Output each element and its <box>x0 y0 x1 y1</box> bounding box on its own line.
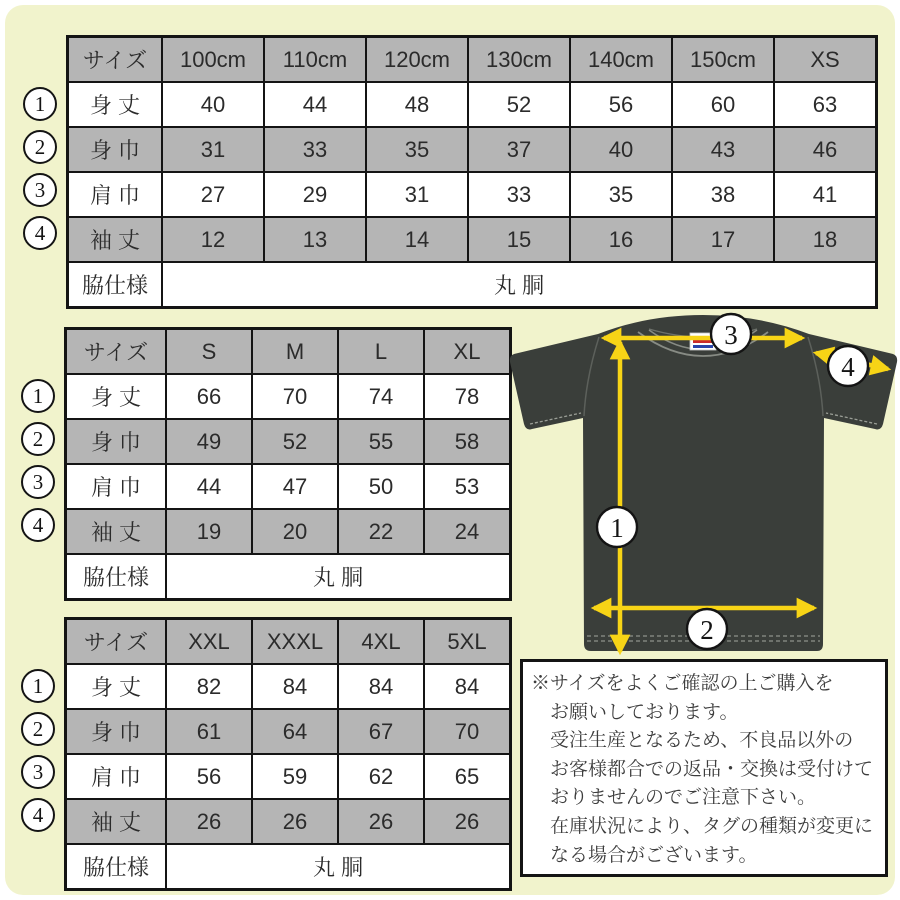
measurement-value: 74 <box>338 374 424 419</box>
size-header-cell: L <box>338 329 424 375</box>
measurement-value: 27 <box>162 172 264 217</box>
diagram-marker-sleeve-length <box>828 346 868 386</box>
measurement-value: 22 <box>338 509 424 554</box>
measurement-row <box>66 709 511 754</box>
measurement-value: 44 <box>166 464 252 509</box>
note-line: おりませんのでご注意下さい。 <box>550 787 817 809</box>
measurement-value: 29 <box>264 172 366 217</box>
purchase-note <box>520 659 888 877</box>
tshirt-measurement-diagram <box>504 308 900 664</box>
measurement-value: 44 <box>264 82 366 127</box>
side-spec-row <box>68 262 877 308</box>
measurement-value: 17 <box>672 217 774 262</box>
measurement-value: 24 <box>424 509 511 554</box>
measurement-label: 身 丈 <box>66 374 167 419</box>
size-column-title: サイズ <box>68 37 163 83</box>
measurement-row <box>68 82 877 127</box>
measurement-value: 14 <box>366 217 468 262</box>
measurement-value: 70 <box>424 709 511 754</box>
note-line: ※サイズをよくご確認の上ご購入を <box>531 673 834 694</box>
size-column-title: サイズ <box>66 619 167 665</box>
size-table-kids-xs-container <box>20 35 878 309</box>
measurement-label: 袖 丈 <box>68 217 163 262</box>
measurement-value: 47 <box>252 464 338 509</box>
measurement-value: 15 <box>468 217 570 262</box>
measurement-value: 31 <box>162 127 264 172</box>
size-table-xxl-5xl-container <box>18 617 512 891</box>
diagram-marker-body-length <box>597 507 637 547</box>
note-line: なる場合がございます。 <box>550 844 758 866</box>
size-header-cell: 140cm <box>570 37 672 83</box>
measurement-value: 70 <box>252 374 338 419</box>
measurement-value: 12 <box>162 217 264 262</box>
size-header-cell: M <box>252 329 338 375</box>
size-header-cell: 120cm <box>366 37 468 83</box>
measurement-value: 26 <box>424 799 511 844</box>
measurement-value: 84 <box>252 664 338 709</box>
row-number-badge: 3 <box>23 173 57 207</box>
size-header-cell: XS <box>774 37 877 83</box>
measurement-value: 65 <box>424 754 511 799</box>
measurement-value: 62 <box>338 754 424 799</box>
measurement-value: 13 <box>264 217 366 262</box>
size-header-cell: 150cm <box>672 37 774 83</box>
measurement-value: 26 <box>166 799 252 844</box>
measurement-row <box>66 419 511 464</box>
measurement-label: 肩 巾 <box>68 172 163 217</box>
row-number-badge: 1 <box>21 669 55 703</box>
measurement-value: 78 <box>424 374 511 419</box>
measurement-row <box>66 799 511 844</box>
size-header-cell: 110cm <box>264 37 366 83</box>
measurement-value: 33 <box>264 127 366 172</box>
note-line: お客様都合での返品・交換は受付けて <box>550 758 874 780</box>
measurement-row <box>68 172 877 217</box>
note-line: 受注生産となるため、不良品以外の <box>550 730 854 752</box>
measurement-value: 41 <box>774 172 877 217</box>
side-spec-row <box>66 844 511 890</box>
note-line: 在庫状況により、タグの種類が変更に <box>550 815 874 837</box>
measurement-value: 63 <box>774 82 877 127</box>
svg-text:2: 2 <box>700 615 714 645</box>
row-number-badge: 2 <box>21 712 55 746</box>
measurement-value: 35 <box>570 172 672 217</box>
measurement-label: 身 丈 <box>66 664 167 709</box>
size-column-title: サイズ <box>66 329 167 375</box>
measurement-value: 61 <box>166 709 252 754</box>
row-number-badge: 2 <box>23 130 57 164</box>
measurement-row <box>66 374 511 419</box>
side-spec-value: 丸 胴 <box>166 844 511 890</box>
measurement-row <box>66 509 511 554</box>
side-spec-label: 脇仕様 <box>66 844 167 890</box>
measurement-row <box>66 664 511 709</box>
measurement-value: 50 <box>338 464 424 509</box>
size-header-cell: 4XL <box>338 619 424 665</box>
measurement-value: 18 <box>774 217 877 262</box>
measurement-value: 40 <box>570 127 672 172</box>
size-header-cell: S <box>166 329 252 375</box>
row-number-badge: 2 <box>21 422 55 456</box>
measurement-value: 67 <box>338 709 424 754</box>
measurement-value: 58 <box>424 419 511 464</box>
measurement-row <box>66 464 511 509</box>
side-spec-row <box>66 554 511 600</box>
row-number-badge: 4 <box>23 216 57 250</box>
measurement-label: 肩 巾 <box>66 464 167 509</box>
row-number-badge: 3 <box>21 465 55 499</box>
measurement-value: 82 <box>166 664 252 709</box>
diagram-marker-body-width <box>687 609 727 649</box>
measurement-value: 49 <box>166 419 252 464</box>
measurement-label: 袖 丈 <box>66 799 167 844</box>
measurement-value: 55 <box>338 419 424 464</box>
size-header-cell: XXXL <box>252 619 338 665</box>
measurement-value: 26 <box>252 799 338 844</box>
side-spec-value: 丸 胴 <box>166 554 511 600</box>
measurement-value: 35 <box>366 127 468 172</box>
measurement-value: 59 <box>252 754 338 799</box>
measurement-value: 40 <box>162 82 264 127</box>
row-number-badge: 4 <box>21 508 55 542</box>
svg-text:3: 3 <box>724 320 738 350</box>
size-table-kids-xs <box>66 35 878 309</box>
measurement-row <box>66 754 511 799</box>
size-header-cell: 5XL <box>424 619 511 665</box>
measurement-value: 38 <box>672 172 774 217</box>
size-header-cell: 130cm <box>468 37 570 83</box>
measurement-value: 26 <box>338 799 424 844</box>
note-line: お願いしております。 <box>550 701 739 723</box>
measurement-value: 60 <box>672 82 774 127</box>
measurement-label: 肩 巾 <box>66 754 167 799</box>
measurement-value: 20 <box>252 509 338 554</box>
measurement-value: 52 <box>468 82 570 127</box>
measurement-value: 56 <box>166 754 252 799</box>
measurement-value: 84 <box>338 664 424 709</box>
measurement-value: 66 <box>166 374 252 419</box>
measurement-value: 31 <box>366 172 468 217</box>
measurement-label: 袖 丈 <box>66 509 167 554</box>
measurement-row <box>68 127 877 172</box>
measurement-value: 33 <box>468 172 570 217</box>
side-spec-value: 丸 胴 <box>162 262 877 308</box>
size-header-cell: 100cm <box>162 37 264 83</box>
row-number-badge: 3 <box>21 755 55 789</box>
measurement-value: 37 <box>468 127 570 172</box>
row-number-badge: 4 <box>21 798 55 832</box>
measurement-value: 64 <box>252 709 338 754</box>
size-header-cell: XL <box>424 329 511 375</box>
measurement-value: 43 <box>672 127 774 172</box>
size-header-cell: XXL <box>166 619 252 665</box>
measurement-label: 身 巾 <box>68 127 163 172</box>
size-table-s-xl <box>64 327 512 601</box>
measurement-value: 19 <box>166 509 252 554</box>
row-number-badge: 1 <box>23 87 57 121</box>
side-spec-label: 脇仕様 <box>68 262 163 308</box>
diagram-marker-shoulder-width <box>711 314 751 354</box>
measurement-value: 46 <box>774 127 877 172</box>
measurement-label: 身 巾 <box>66 709 167 754</box>
svg-text:4: 4 <box>841 352 855 382</box>
measurement-value: 84 <box>424 664 511 709</box>
measurement-label: 身 丈 <box>68 82 163 127</box>
measurement-label: 身 巾 <box>66 419 167 464</box>
measurement-value: 52 <box>252 419 338 464</box>
size-table-xxl-5xl <box>64 617 512 891</box>
svg-text:1: 1 <box>610 513 624 543</box>
side-spec-label: 脇仕様 <box>66 554 167 600</box>
measurement-value: 48 <box>366 82 468 127</box>
measurement-row <box>68 217 877 262</box>
measurement-value: 53 <box>424 464 511 509</box>
row-number-badge: 1 <box>21 379 55 413</box>
size-table-s-xl-container <box>18 327 512 601</box>
measurement-value: 16 <box>570 217 672 262</box>
measurement-value: 56 <box>570 82 672 127</box>
